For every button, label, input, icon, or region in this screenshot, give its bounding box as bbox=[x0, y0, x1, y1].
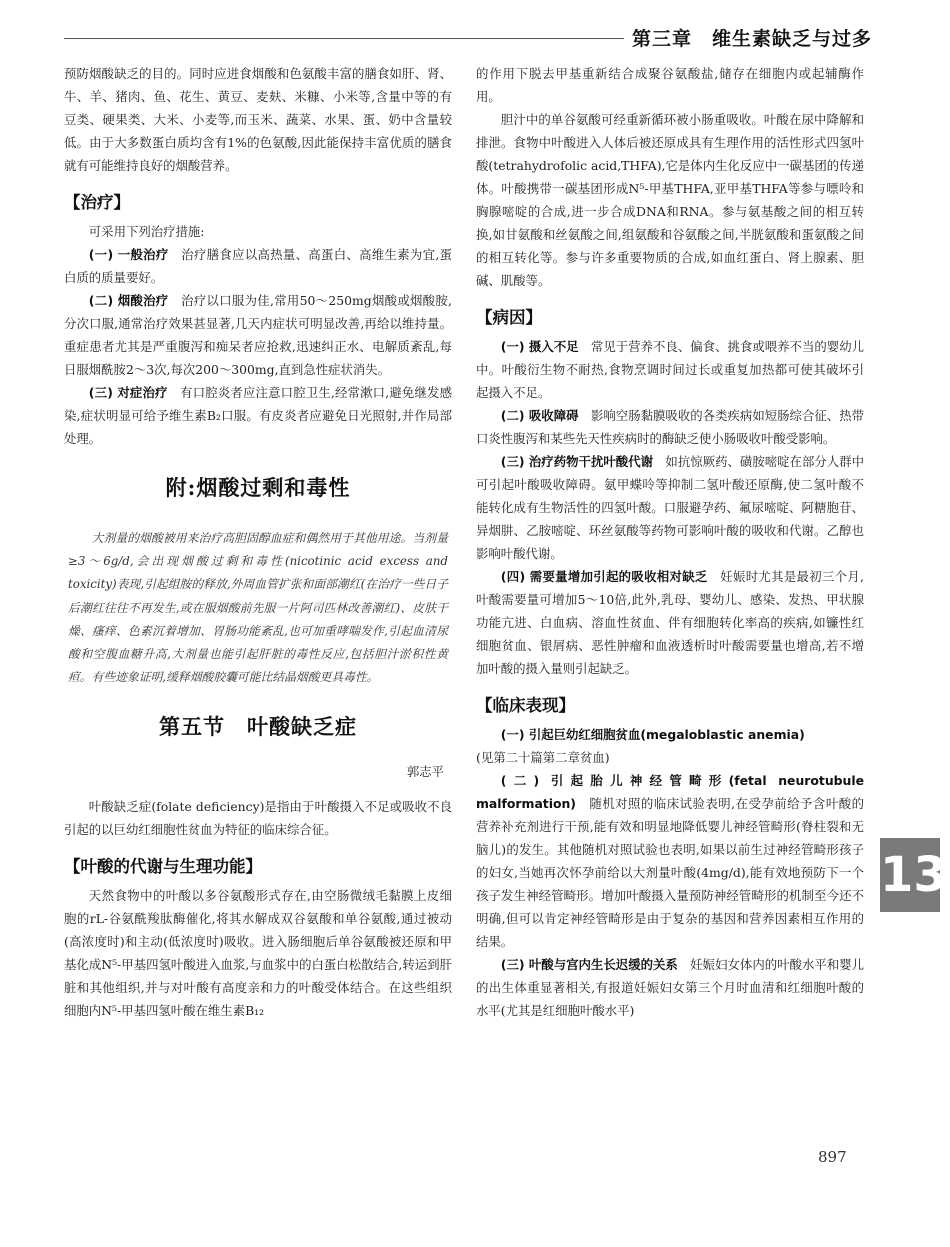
header-rule bbox=[64, 38, 624, 39]
treatment-item-text: 治疗膳食应以高热量、高蛋白、高维生素为宜,蛋白质的质量要好。 bbox=[64, 247, 452, 285]
clinical-item-label: (二) 引起胎儿神经管畸形(fetal neurotubule malformation) bbox=[476, 773, 864, 811]
treatment-item-text: 治疗以口服为佳,常用50～250mg烟酸或烟酸胺,分次口服,通常治疗效果甚显著,几天内症状可明显改善,再给以维持量。重症患者尤其是严重腹泻和痴呆者应抢救,迅速纠正水、电解质紊乱,每日服烟酰胺2～3次,每次200～300mg,直到急性症状消失。 bbox=[64, 293, 452, 377]
treatment-item bbox=[64, 289, 452, 381]
intro-paragraph: 预防烟酸缺乏的目的。同时应进食烟酸和色氨酸丰富的膳食如肝、肾、牛、羊、猪肉、鱼、花生、黄豆、麦麸、米糠、小米等,含量中等的有豆类、硬果类、大米、小麦等,而玉米、蔬菜、水果、蛋、奶中含量较低。由于大多数蛋白质均含有1%的色氨酸,因此能保持丰富优质的膳食就有可能维持良好的烟酸营养。 bbox=[64, 66, 452, 173]
left-column bbox=[64, 62, 452, 1022]
etiology-item-text: 影响空肠黏膜吸收的各类疾病如短肠综合征、热带口炎性腹泻和某些先天性疾病时的酶缺乏使小肠吸收叶酸受影响。 bbox=[476, 408, 865, 446]
treatment-heading: 【治疗】 bbox=[64, 193, 130, 212]
right-column bbox=[476, 62, 864, 1022]
etiology-item-label: (四) 需要量增加引起的吸收相对缺乏 bbox=[500, 569, 708, 584]
page-number: 897 bbox=[818, 1148, 847, 1166]
bile-paragraph: 胆汁中的单谷氨酸可经重新循环被小肠重吸收。叶酸在尿中降解和排泄。食物中叶酸进入人体后被还原成具有生理作用的活性形式四氢叶酸(tetrahydrofolic acid,THFA),它是体内生化反应中一碳基团的传递体。叶酸携带一碳基团形成N⁵-甲基THFA,亚甲基THFA等参与嘌呤和胸腺嘧啶的合成,进一步合成DNA和RNA。参与氨基酸之间的相互转换,如甘氨酸和丝氨酸之间,组氨酸和谷氨酸之间,半胱氨酸和蛋氨酸之间的相互转化等。参与许多重要物质的合成,如血红蛋白、肾上腺素、胆碱、肌酸等。 bbox=[476, 112, 864, 288]
etiology-item-label: (一) 摄入不足 bbox=[500, 339, 579, 354]
treatment-item bbox=[64, 243, 452, 289]
treatment-item bbox=[64, 381, 452, 450]
treatment-item-label: (一) 一般治疗 bbox=[88, 247, 169, 262]
section-intro: 叶酸缺乏症(folate deficiency)是指由于叶酸摄入不足或吸收不良引起的以巨幼红细胞性贫血为特征的临床综合征。 bbox=[64, 799, 452, 838]
clinical-item-text: 随机对照的临床试验表明,在受孕前给予含叶酸的营养补充剂进行干预,能有效和明显地降低婴儿神经管畸形(脊柱裂和无脑儿)的发生。其他随机对照试验也表明,如果以前生过神经管畸形孩子的妇女,当她再次怀孕前给以大剂量叶酸(4mg/d),能有效地预防下一个孩子发生神经管畸形。增加叶酸摄入量预防神经管畸形的机制至今还不明确,但可以肯定神经管畸形是由于复杂的基因和营养因素相互作用的结果。 bbox=[476, 796, 864, 949]
chapter-tab: 13 bbox=[880, 838, 940, 912]
clinical-item bbox=[476, 953, 864, 1022]
etiology-item bbox=[476, 450, 864, 565]
treatment-lead: 可采用下列治疗措施: bbox=[88, 224, 205, 239]
appendix-note: 大剂量的烟酸被用来治疗高胆固醇血症和偶然用于其他用途。当剂量≥3～6g/d,会出现烟酸过剩和毒性(nicotinic acid excess and toxicity)表现,引起组胺的释放,外周血管扩张和面部潮红(在治疗一些日子后潮红往往不再发生,或在服烟酸前先服一片阿司匹林改善潮红)、皮肤干燥、瘙痒、色素沉着增加、胃肠功能紊乱,也可加重哮喘发作,引起血清尿酸和空腹血糖升高,大剂量也能引起肝脏的毒性反应,包括胆汁淤积性黄疸。有些迹象证明,缓释烟酸胶囊可能比结晶烟酸更具毒性。 bbox=[68, 531, 448, 685]
metabolism-paragraph: 天然食物中的叶酸以多谷氨酸形式存在,由空肠微绒毛黏膜上皮细胞的rL-谷氨酰羧肽酶催化,将其水解成双谷氨酸和单谷氨酸,通过被动(高浓度时)和主动(低浓度时)吸收。进入肠细胞后单谷氨酸被还原和甲基化成N⁵-甲基四氢叶酸进入血浆,与血浆中的白蛋白松散结合,转运到肝脏和其他组织,并与对叶酸有高度亲和力的叶酸受体结合。在这些组织细胞内N⁵-甲基四氢叶酸在维生素B₁₂ bbox=[64, 888, 452, 1019]
treatment-item-label: (二) 烟酸治疗 bbox=[88, 293, 169, 308]
clinical-item-label: (一) 引起巨幼红细胞贫血(megaloblastic anemia) bbox=[500, 727, 805, 742]
etiology-item-text: 如抗惊厥药、磺胺嘧啶在部分人群中可引起叶酸吸收障碍。氨甲蝶呤等抑制二氢叶酸还原酶,使二氢叶酸不能转化成有生物活性的四氢叶酸。口服避孕药、氟尿嘧啶、阿糖胞苷、异烟肼、乙胺嘧啶、环丝氨酸等药物可影响叶酸的吸收和代谢。乙醇也影响叶酸代谢。 bbox=[476, 454, 865, 561]
etiology-item bbox=[476, 335, 864, 404]
etiology-item-label: (二) 吸收障碍 bbox=[500, 408, 579, 423]
clinical-item bbox=[476, 769, 864, 953]
clinical-heading: 【临床表现】 bbox=[476, 696, 575, 715]
etiology-item-label: (三) 治疗药物干扰叶酸代谢 bbox=[500, 454, 654, 469]
treatment-item-label: (三) 对症治疗 bbox=[88, 385, 168, 400]
continued-paragraph: 的作用下脱去甲基重新结合成聚谷氨酸盐,储存在细胞内或起辅酶作用。 bbox=[476, 66, 864, 104]
etiology-item-text: 常见于营养不良、偏食、挑食或喂养不当的婴幼儿中。叶酸衍生物不耐热,食物烹调时间过长或重复加热都可使其破坏引起摄入不足。 bbox=[476, 339, 865, 400]
appendix-title: 附:烟酸过剩和毒性 bbox=[165, 475, 351, 500]
etiology-item bbox=[476, 404, 864, 450]
clinical-item-label: (三) 叶酸与宫内生长迟缓的关系 bbox=[500, 957, 678, 972]
etiology-heading: 【病因】 bbox=[476, 308, 542, 327]
chapter-header: 第三章 维生素缺乏与过多 bbox=[632, 28, 873, 50]
section-title: 第五节 叶酸缺乏症 bbox=[159, 714, 357, 740]
metabolism-heading: 【叶酸的代谢与生理功能】 bbox=[64, 857, 262, 877]
clinical-item-text: (见第二十篇第二章贫血) bbox=[476, 750, 610, 765]
etiology-item bbox=[476, 565, 864, 680]
etiology-item-text: 妊娠时尤其是最初三个月,叶酸需要量可增加5～10倍,此外,乳母、婴幼儿、感染、发热、甲状腺功能亢进、白血病、溶血性贫血、伴有细胞转化率高的疾病,如镰性红细胞贫血、银屑病、恶性肿瘤和血液透析时叶酸需要量也增高,若不增加叶酸的摄入量则引起缺乏。 bbox=[476, 569, 864, 676]
author-name: 郭志平 bbox=[406, 764, 444, 780]
treatment-item-text: 有口腔炎者应注意口腔卫生,经常漱口,避免继发感染,症状明显可给予维生素B₂口服。有皮炎者应避免日光照射,并作局部处理。 bbox=[64, 385, 452, 446]
clinical-item-text: 妊娠妇女体内的叶酸水平和婴儿的出生体重显著相关,有报道妊娠妇女第三个月时血清和红细胞叶酸的水平(尤其是红细胞叶酸水平) bbox=[476, 957, 865, 1018]
clinical-item bbox=[476, 723, 864, 746]
